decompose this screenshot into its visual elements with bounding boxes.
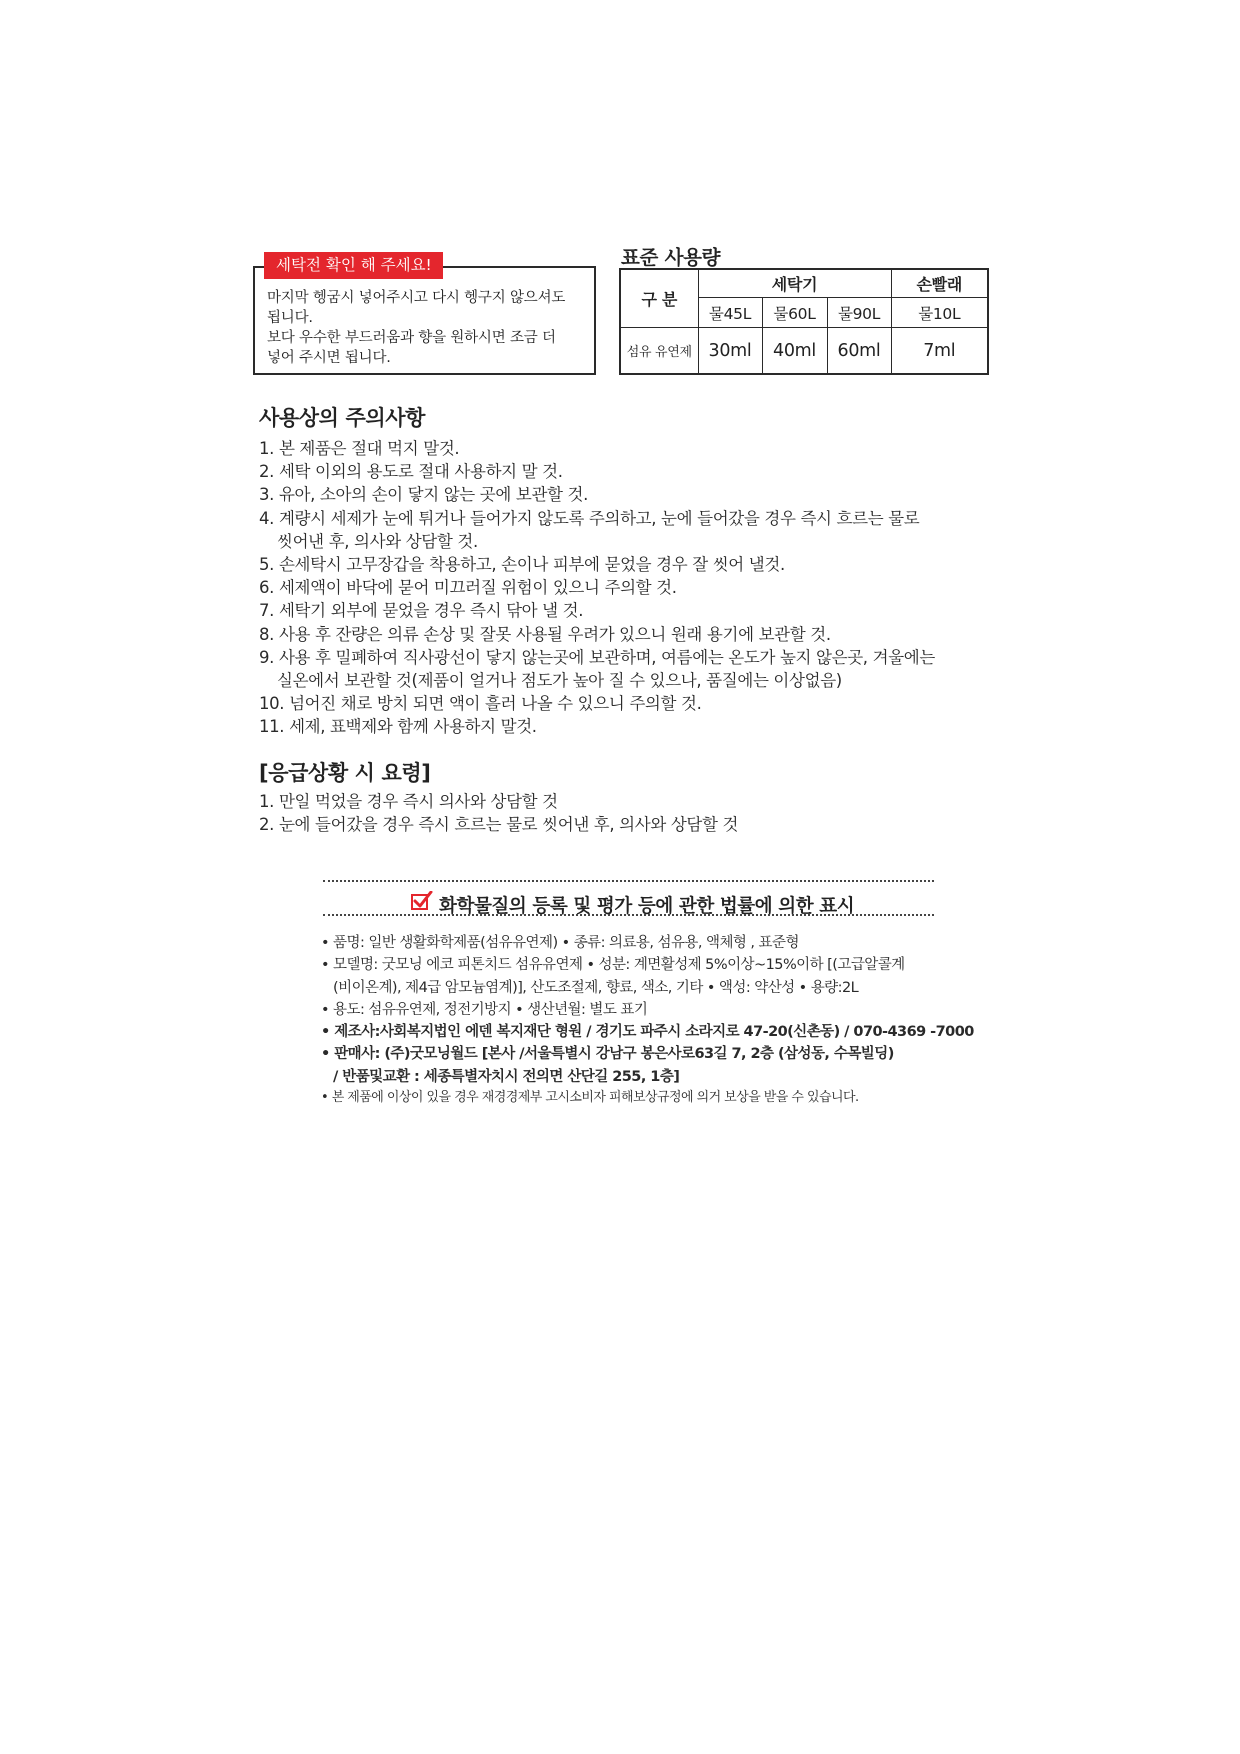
list-item-text: 2. 세탁 이외의 용도로 절대 사용하지 말 것. <box>259 462 563 482</box>
legal-line: • 판매사: (주)굿모닝월드 [본사 /서울특별시 강남구 봉은사로63길 7, 2층 (삼성동, 수목빌딩) <box>321 1046 894 1063</box>
legal-line: / 반품및교환 : 세종특별자치시 전의면 산단길 255, 1층] <box>333 1068 680 1085</box>
list-item-text: 1. 본 제품은 절대 먹지 말것. <box>259 439 460 458</box>
list-item <box>259 553 935 576</box>
list-item <box>259 599 935 622</box>
notice-line: 넣어 주시면 됩니다. <box>267 350 391 366</box>
amount-cell: 7ml <box>891 328 988 375</box>
amount-cell: 60ml <box>827 328 891 375</box>
water-level-cell: 물90L <box>827 298 891 328</box>
amount-cell: 40ml <box>762 328 827 375</box>
legal-text <box>321 932 974 1108</box>
precautions-title: 사용상의 주의사항 <box>259 406 425 430</box>
legal-line: (비이온계), 제4급 암모늄염계)], 산도조절제, 향료, 색소, 기타 • 액성: 약산성 • 용량:2L <box>333 979 859 996</box>
water-level-cell: 물60L <box>762 298 827 328</box>
notice-line: 보다 우수한 부드러움과 향을 원하시면 조금 더 <box>267 330 556 346</box>
list-item-continuation: 씻어낸 후, 의사와 상담할 것. <box>277 531 478 551</box>
list-item <box>259 437 935 460</box>
legal-line: • 모델명: 굿모닝 에코 피톤치드 섬유유연제 • 성분: 계면활성제 5%이상~15%이하 [(고급알콜계 <box>321 957 905 974</box>
list-item <box>259 483 935 506</box>
list-item <box>259 646 935 692</box>
divider <box>323 914 934 916</box>
notice-line: 마지막 헹굼시 넣어주시고 다시 헹구지 않으셔도 <box>267 290 566 306</box>
list-item <box>259 692 935 715</box>
list-item-text: 10. 넘어진 채로 방치 되면 액이 흘러 나올 수 있으니 주의할 것. <box>259 694 702 714</box>
water-level-cell: 물10L <box>891 298 988 328</box>
list-item <box>259 460 935 483</box>
checkbox-check-icon <box>411 891 433 911</box>
notice-box <box>253 266 596 375</box>
legal-line: • 본 제품에 이상이 있을 경우 재경경제부 고시소비자 피해보상규정에 의거 보상을 받을 수 있습니다. <box>321 1090 859 1106</box>
list-item-text: 11. 세제, 표백제와 함께 사용하지 말것. <box>259 717 537 737</box>
water-level-cell: 물45L <box>698 298 762 328</box>
usage-table <box>619 268 989 375</box>
list-item <box>259 813 738 836</box>
notice-tag: 세탁전 확인 해 주세요! <box>264 252 443 279</box>
list-item <box>259 507 935 553</box>
divider <box>323 880 934 882</box>
legal-line: • 제조사:사회복지법인 에덴 복지재단 형원 / 경기도 파주시 소라지로 47-20(신촌동) / 070-4369 -7000 <box>321 1024 974 1041</box>
notice-line: 됩니다. <box>267 310 313 326</box>
legal-title: 화학물질의 등록 및 평가 등에 관한 법률에 의한 표시 <box>439 896 855 917</box>
legal-line: • 품명: 일반 생활화학제품(섬유유연제) • 종류: 의료용, 섬유용, 액체형 , 표준형 <box>321 935 799 951</box>
header-washing-machine: 세탁기 <box>698 269 891 298</box>
list-item <box>259 790 738 813</box>
list-item-text: 6. 세제액이 바닥에 묻어 미끄러질 위험이 있으니 주의할 것. <box>259 578 677 598</box>
list-item-text: 8. 사용 후 잔량은 의류 손상 및 잘못 사용될 우려가 있으니 원래 용기에 보관할 것. <box>259 624 831 644</box>
emergency-title: [응급상황 시 요령] <box>259 761 431 785</box>
list-item <box>259 576 935 599</box>
header-category: 구 분 <box>620 269 698 328</box>
list-item-text: 3. 유아, 소아의 손이 닿지 않는 곳에 보관할 것. <box>259 485 589 505</box>
header-hand-wash: 손빨래 <box>891 269 988 298</box>
amount-cell: 30ml <box>698 328 762 375</box>
list-item-text: 2. 눈에 들어갔을 경우 즉시 흐르는 물로 씻어낸 후, 의사와 상담할 것 <box>259 815 739 835</box>
list-item-text: 9. 사용 후 밀폐하여 직사광선이 닿지 않는곳에 보관하며, 여름에는 온도가 높지 않은곳, 겨울에는 <box>259 647 935 667</box>
list-item <box>259 623 935 646</box>
list-item-continuation: 실온에서 보관할 것(제품이 얼거나 점도가 높아 질 수 있으나, 품질에는 이상없음) <box>277 671 842 691</box>
list-item-text: 5. 손세탁시 고무장갑을 착용하고, 손이나 피부에 묻었을 경우 잘 씻어 낼것. <box>259 555 785 575</box>
legal-line: • 용도: 섬유유연제, 정전기방지 • 생산년월: 별도 표기 <box>321 1001 648 1018</box>
list-item <box>259 715 935 738</box>
list-item-text: 1. 만일 먹었을 경우 즉시 의사와 상담할 것 <box>259 792 558 811</box>
precautions-list <box>259 437 935 739</box>
list-item-text: 7. 세탁기 외부에 묻었을 경우 즉시 닦아 낼 것. <box>259 601 584 621</box>
row-label-softener: 섬유 유연제 <box>620 328 698 375</box>
emergency-list <box>259 790 738 836</box>
usage-title: 표준 사용량 <box>621 246 721 269</box>
list-item-text: 4. 계량시 세제가 눈에 튀거나 들어가지 않도록 주의하고, 눈에 들어갔을 경우 즉시 흐르는 물로 <box>259 508 920 528</box>
